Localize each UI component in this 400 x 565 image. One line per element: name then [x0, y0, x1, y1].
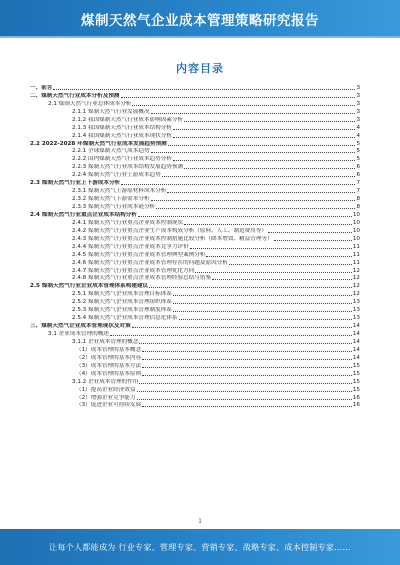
- toc-leader-dots: [173, 129, 356, 130]
- toc-leader-dots: [132, 327, 352, 328]
- toc-entry[interactable]: [30, 100, 360, 108]
- toc-leader-dots: [138, 216, 352, 217]
- toc-entry-page: 10: [352, 211, 360, 218]
- toc-entry-label: 2.5.1 煤制天然气企业成本管理目标体系: [72, 291, 172, 298]
- toc-entry-page: 7: [356, 180, 360, 187]
- toc-entry-page: 5: [356, 140, 360, 147]
- header-divider: [0, 36, 400, 38]
- toc-leader-dots: [142, 351, 352, 352]
- toc-entry-label: 2.4.5 煤制天然气行业重点企业成本管理典型案例分析: [72, 251, 206, 258]
- toc-leader-dots: [168, 145, 356, 146]
- toc-entry-label: 2.1.3 我国煤制天然气行业成本结构分析: [72, 124, 172, 131]
- toc-entry-label: 2.3.2 煤制天然气下游需求分析: [72, 196, 150, 203]
- toc-entry[interactable]: [30, 290, 360, 298]
- toc-entry-page: 10: [352, 235, 360, 242]
- toc-entry[interactable]: [30, 259, 360, 267]
- toc-entry-label: （3）促进企业可持续发展: [76, 402, 142, 409]
- toc-entry[interactable]: [30, 187, 360, 195]
- toc-entry-label: （1）成本管理的基本概念: [76, 346, 142, 353]
- toc-entry[interactable]: [30, 235, 360, 243]
- toc-entry-label: 2.5.4 煤制天然气企业成本管理信息化体系: [72, 315, 178, 322]
- toc-heading: 内容目录: [176, 62, 224, 75]
- toc-entry[interactable]: [30, 275, 360, 283]
- toc-entry[interactable]: [30, 386, 360, 394]
- toc-entry-page: 10: [352, 227, 360, 234]
- toc-entry-label: 2.4.4 煤制天然气行业重点企业成本竞争力评价: [72, 243, 189, 250]
- toc-entry-label: 2.3.3 煤制天然气行业成本链分析: [72, 204, 156, 210]
- toc-entry-page: 11: [352, 259, 360, 266]
- toc-entry[interactable]: [30, 108, 360, 116]
- toc-leader-dots: [142, 375, 352, 376]
- toc-entry-page: 6: [356, 164, 360, 171]
- toc-entry-label: 2.5.2 煤制天然气企业成本管理组织体系: [72, 299, 172, 306]
- toc-entry-page: 5: [356, 148, 360, 155]
- toc-leader-dots: [173, 137, 356, 138]
- toc-entry[interactable]: [30, 346, 360, 354]
- toc-entry[interactable]: [30, 155, 360, 163]
- toc-leader-dots: [151, 200, 356, 201]
- toc-leader-dots: [274, 240, 352, 241]
- toc-entry-page: 3: [356, 116, 360, 123]
- toc-entry[interactable]: [30, 163, 360, 171]
- toc-entry[interactable]: [30, 243, 360, 251]
- toc-leader-dots: [173, 303, 352, 304]
- toc-leader-dots: [184, 168, 355, 169]
- toc-entry-label: 2.4.3 煤制天然气行业重点企业成本控制措施比较分析（降本增效、精益管理等）: [72, 235, 273, 242]
- toc-entry-page: 7: [356, 188, 360, 195]
- toc-entry[interactable]: [30, 282, 360, 290]
- toc-leader-dots: [121, 184, 355, 185]
- toc-entry-label: 2.4.8 煤制天然气行业重点企业成本管理经验总结与借鉴: [72, 275, 212, 282]
- toc-entry[interactable]: [30, 227, 360, 235]
- toc-entry-page: 3: [356, 84, 360, 91]
- toc-leader-dots: [190, 248, 352, 249]
- toc-entry-page: 14: [352, 346, 360, 353]
- toc-entry-label: 2.3 煤制天然气行业上下游成本分析: [30, 180, 121, 187]
- toc-entry-label: 2.4 煤制天然气行业重点企业成本结构分析: [30, 211, 137, 218]
- header-bar: [0, 0, 400, 38]
- toc-entry-page: 16: [352, 394, 360, 401]
- toc-entry-page: 5: [356, 156, 360, 163]
- toc-entry-label: 2.2 2022-2028 年煤制天然气行业成本发展趋势预测: [30, 140, 167, 147]
- toc-entry-label: 2.3.1 煤制天然气上游原材料成本分析: [72, 188, 167, 195]
- toc-leader-dots: [142, 367, 352, 368]
- toc-entry[interactable]: [30, 140, 360, 148]
- toc-entry-label: 2.4.1 煤制天然气行业重点企业成本控制现状: [72, 219, 184, 226]
- toc-entry[interactable]: [30, 354, 360, 362]
- table-of-contents: [30, 84, 360, 409]
- toc-entry-page: 13: [352, 299, 360, 306]
- toc-leader-dots: [53, 89, 355, 90]
- toc-entry-page: 12: [352, 267, 360, 274]
- toc-entry[interactable]: [30, 370, 360, 378]
- toc-entry[interactable]: [30, 251, 360, 259]
- toc-leader-dots: [139, 383, 352, 384]
- toc-entry-page: 14: [352, 354, 360, 361]
- toc-leader-dots: [184, 224, 352, 225]
- toc-entry-label: 2.5 煤制天然气行业企业成本管理体系构建建议: [30, 283, 149, 290]
- toc-entry[interactable]: [30, 124, 360, 132]
- toc-entry-page: 14: [352, 331, 360, 337]
- toc-entry-label: （1）提高企业经济效益: [76, 386, 136, 393]
- toc-leader-dots: [132, 105, 355, 106]
- toc-entry[interactable]: [30, 211, 360, 219]
- report-title: 煤制天然气企业成本管理策略研究报告: [81, 13, 319, 29]
- toc-leader-dots: [142, 406, 352, 407]
- toc-leader-dots: [137, 391, 352, 392]
- toc-entry[interactable]: [30, 203, 360, 211]
- toc-leader-dots: [151, 152, 356, 153]
- toc-leader-dots: [184, 121, 355, 122]
- page-number: 1: [198, 518, 202, 525]
- toc-entry-page: 3: [356, 108, 360, 115]
- toc-entry[interactable]: [30, 92, 360, 100]
- toc-entry-label: （4）成本管理的基本原则: [76, 370, 142, 377]
- toc-entry-label: （2）成本管理的基本内容: [76, 354, 142, 361]
- toc-entry[interactable]: [30, 394, 360, 402]
- toc-entry-page: 14: [352, 338, 360, 345]
- toc-leader-dots: [173, 311, 352, 312]
- toc-entry-page: 12: [352, 291, 360, 298]
- toc-leader-dots: [151, 113, 356, 114]
- toc-entry-label: 三、煤制天然气企业成本管理现状及对策: [30, 323, 131, 330]
- toc-entry-label: 3.1.1 企业成本管理的概念: [72, 338, 139, 345]
- toc-entry-label: 2.1.2 我国煤制天然气行业成本影响因素分析: [72, 116, 184, 123]
- toc-entry-page: 12: [352, 283, 360, 290]
- toc-entry-label: 2.1 煤制天然气行业总体成本分析: [48, 100, 132, 107]
- toc-entry-label: 2.1.4 我国煤制天然气行业成本现状分析: [72, 132, 172, 139]
- toc-leader-dots: [212, 279, 352, 280]
- toc-entry[interactable]: [30, 195, 360, 203]
- toc-entry-label: 2.5.3 煤制天然气企业成本管理制度体系: [72, 307, 172, 314]
- toc-leader-dots: [139, 343, 352, 344]
- toc-entry-label: 2.4.7 煤制天然气行业重点企业成本管理优化方向: [72, 267, 195, 274]
- toc-entry[interactable]: [30, 267, 360, 275]
- toc-leader-dots: [195, 272, 352, 273]
- toc-leader-dots: [162, 176, 356, 177]
- toc-entry[interactable]: [30, 219, 360, 227]
- toc-leader-dots: [110, 335, 352, 336]
- toc-leader-dots: [268, 232, 352, 233]
- toc-entry[interactable]: [30, 378, 360, 386]
- toc-entry[interactable]: [30, 338, 360, 346]
- toc-entry[interactable]: [30, 298, 360, 306]
- toc-entry-label: 2.2.4 煤制天然气行业上游成本趋势: [72, 172, 161, 179]
- toc-leader-dots: [121, 97, 356, 98]
- toc-entry[interactable]: [30, 362, 360, 370]
- toc-entry-page: 4: [356, 132, 360, 139]
- toc-entry[interactable]: [30, 84, 360, 92]
- toc-entry[interactable]: [30, 116, 360, 124]
- toc-entry-label: （2）增强企业竞争能力: [76, 394, 136, 401]
- toc-leader-dots: [179, 319, 352, 320]
- toc-leader-dots: [229, 264, 352, 265]
- toc-entry[interactable]: [30, 306, 360, 314]
- toc-entry-page: 8: [356, 196, 360, 203]
- toc-leader-dots: [149, 287, 352, 288]
- toc-entry-label: 2.4.6 煤制天然气行业重点企业成本管理存在的问题及原因分析: [72, 259, 228, 266]
- footer-slogan: 让每个人都能成为 行业专家、管理专家、营销专家、战略专家、成本控制专家……: [49, 543, 351, 552]
- toc-entry-page: 3: [356, 100, 360, 107]
- toc-entry-page: 14: [352, 323, 360, 330]
- toc-entry-page: 15: [352, 378, 360, 385]
- toc-entry-label: （3）成本管理的基本方法: [76, 362, 142, 369]
- toc-entry-page: 13: [352, 307, 360, 314]
- toc-entry-page: 8: [356, 204, 360, 210]
- toc-entry[interactable]: [30, 179, 360, 187]
- toc-entry-page: 11: [352, 251, 360, 258]
- toc-entry-page: 16: [352, 402, 360, 409]
- toc-leader-dots: [142, 359, 352, 360]
- toc-entry[interactable]: [30, 322, 360, 330]
- toc-entry-label: 二、煤制天然气行业成本分析及预测: [30, 92, 120, 99]
- toc-entry-page: 12: [352, 275, 360, 282]
- footer-bar: [0, 529, 400, 565]
- toc-entry-label: 3.1 企业成本管理的概述: [48, 331, 110, 337]
- toc-entry-page: 11: [352, 243, 360, 250]
- toc-entry-label: 2.2.3 煤制天然气行业成本结构发展趋势预测: [72, 164, 184, 171]
- toc-leader-dots: [173, 160, 356, 161]
- toc-entry[interactable]: [30, 402, 360, 410]
- toc-entry-label: 3.1.2 企业成本管理的作用: [72, 378, 139, 385]
- toc-entry-label: 一、前言: [30, 84, 53, 91]
- toc-entry[interactable]: [30, 314, 360, 322]
- toc-leader-dots: [167, 192, 355, 193]
- toc-entry-page: 15: [352, 386, 360, 393]
- toc-entry-page: 4: [356, 124, 360, 131]
- toc-leader-dots: [156, 208, 355, 209]
- toc-entry-page: 10: [352, 219, 360, 226]
- toc-entry-label: 2.2.2 国内煤制天然气行业成本趋势分析: [72, 156, 172, 163]
- toc-entry[interactable]: [30, 171, 360, 179]
- toc-entry[interactable]: [30, 330, 360, 338]
- toc-entry-label: 2.4.2 煤制天然气行业重点企业生产成本构成分析（原料、人工、制造费用等）: [72, 227, 268, 234]
- toc-entry-page: 15: [352, 362, 360, 369]
- toc-leader-dots: [137, 399, 352, 400]
- toc-entry-page: 15: [352, 370, 360, 377]
- toc-entry[interactable]: [30, 148, 360, 156]
- toc-entry-label: 2.1.1 煤制天然气行业发展概况: [72, 108, 150, 115]
- toc-entry-page: 3: [356, 92, 360, 99]
- toc-entry-label: 2.2.1 全球煤制天然气成本趋势: [72, 148, 150, 155]
- toc-entry[interactable]: [30, 132, 360, 140]
- toc-leader-dots: [206, 256, 351, 257]
- toc-leader-dots: [173, 295, 352, 296]
- toc-entry-page: 13: [352, 315, 360, 322]
- toc-entry-page: 6: [356, 172, 360, 179]
